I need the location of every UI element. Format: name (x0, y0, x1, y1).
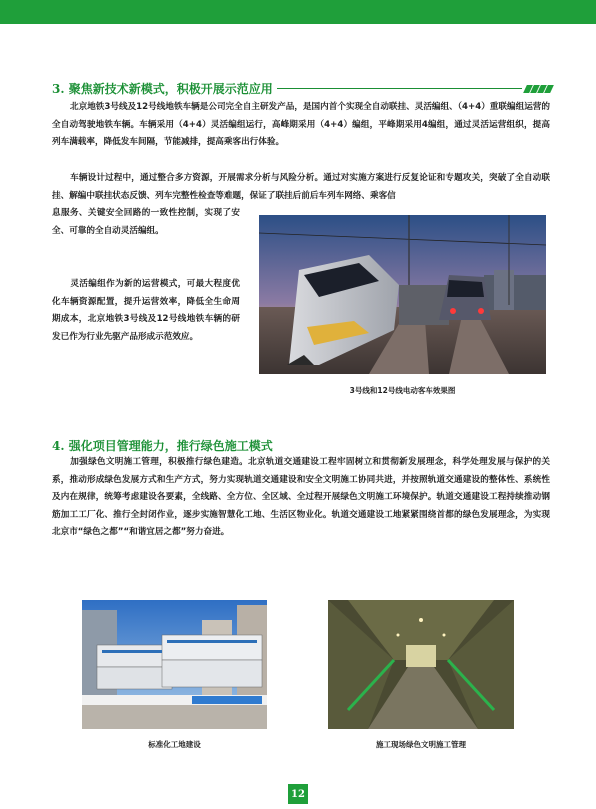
section4-paragraph-1: 加强绿色文明施工管理，积极推行绿色建造。北京轨道交通建设工程牢固树立和贯彻新发展理念，科学处理发展与保护的关系，推动形成绿色发展方式和生产方式，努力实现轨道交通建设和安全文明施工协同共进，并按照轨道交通建设的整体性、系统性及内在规律，统筹考虑建设各要素，全线路、全方位、全区域、全过程开展绿色文明施工环境保护。轨道交通建设工程持续推动钢筋加工工厂化、推行全封闭作业，逐步实施智慧化工地、生活区物业化。轨道交通建设工地紧紧围绕首都的绿色发展理念，为实现北京市“绿色之都”“和谐宜居之都”努力奋进。 (52, 457, 550, 538)
section3-rule (277, 88, 522, 89)
train-render-image (259, 215, 546, 374)
train-photo-caption: 3号线和12号线电动客车效果图 (349, 386, 456, 395)
section4-title: 4. 强化项目管理能力，推行绿色施工模式 (52, 439, 273, 453)
train-render-photo (259, 215, 546, 374)
section3-paragraph-3: 灵活编组作为新的运营模式，可最大程度优化车辆资源配置，提升运营效率，降低全生命周期成本，北京地铁3号线及12号线地铁车辆的研发已作为行业先驱产品形成示范效应。 (52, 279, 240, 342)
site-photo-caption: 标准化工地建设 (148, 740, 201, 749)
section3-paragraph-1: 北京地铁3号线及12号线地铁车辆是公司完全自主研发产品，是国内首个实现全自动联挂、灵活编组、（4+4）重联编组运营的全自动驾驶地铁车辆。车辆采用（4+4）灵活编组运行，高峰期采用（4+4）编组，平峰期采用4编组，通过灵活运营组织，提高列车满载率，降低发车间隔，节能减排，提高乘客出行体验。 (52, 102, 550, 148)
section4-heading (52, 437, 552, 454)
top-green-bar (0, 0, 596, 24)
section3-chevron-icon (524, 85, 552, 93)
tunnel-photo-caption: 施工现场绿色文明施工管理 (376, 740, 466, 749)
page-number: 12 (288, 784, 308, 804)
site-construction-photo (82, 600, 267, 729)
section3-heading (52, 80, 552, 97)
tunnel-construction-image (328, 600, 514, 729)
tunnel-construction-photo (328, 600, 514, 729)
site-construction-image (82, 600, 267, 729)
section3-paragraph-2a: 车辆设计过程中，通过整合多方资源，开展需求分析与风险分析。通过对实施方案进行反复论证和专题攻关，突破了全自动联挂、解编中联挂状态反馈、列车完整性检查等难题，保证了联挂后前后车列车网络、乘客信 (52, 173, 550, 201)
section3-paragraph-2b: 息服务、关键安全回路的一致性控制，实现了安全、可靠的全自动灵活编组。 (52, 208, 240, 236)
section3-title: 3. 聚焦新技术新模式，积极开展示范应用 (52, 82, 273, 96)
